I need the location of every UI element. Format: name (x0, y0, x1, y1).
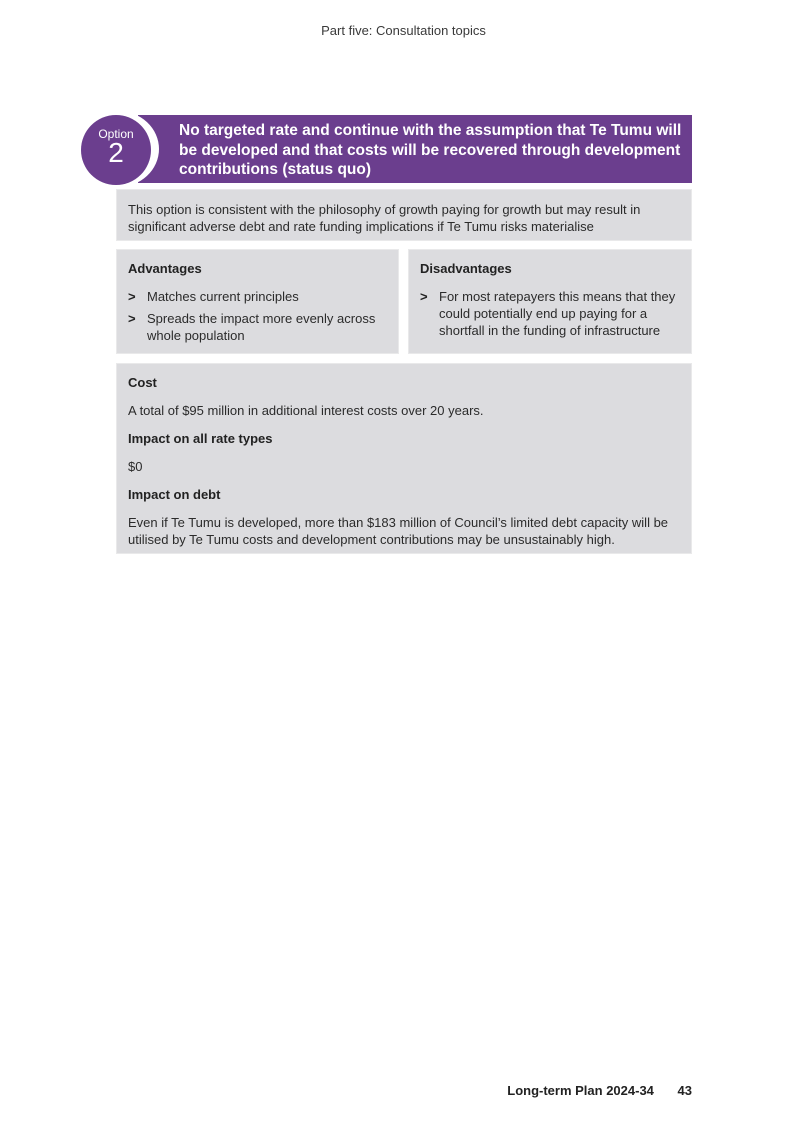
disadvantages-heading: Disadvantages (420, 261, 512, 276)
advantages-panel (116, 249, 399, 354)
document-title: Long-term Plan 2024-34 (507, 1083, 654, 1098)
chevron-right-icon: > (128, 289, 136, 304)
disadvantages-list (420, 288, 680, 339)
advantages-list (128, 288, 387, 344)
list-item-text: For most ratepayers this means that they could potentially end up paying for a shortfall in the funding of infrastructure (439, 289, 676, 338)
option-label: Option (98, 127, 134, 141)
list-item-text: Spreads the impact more evenly across whole population (147, 311, 376, 343)
cost-heading: Cost (128, 375, 157, 390)
list-item (128, 310, 387, 344)
list-item (420, 288, 680, 339)
cost-text: A total of $95 million in additional interest costs over 20 years. (128, 403, 484, 418)
page-number: 43 (677, 1083, 692, 1098)
running-head: Part five: Consultation topics (321, 23, 486, 38)
list-item (128, 288, 387, 305)
disadvantages-panel (408, 249, 692, 354)
debt-impact-heading: Impact on debt (128, 487, 221, 502)
chevron-right-icon: > (128, 311, 136, 326)
chevron-right-icon: > (420, 289, 428, 304)
debt-impact-text: Even if Te Tumu is developed, more than $183 million of Council’s limited debt capacity will be utilised by Te Tumu costs and development contributions may be unsustainably high. (128, 515, 669, 547)
option-summary: This option is consistent with the philosophy of growth paying for growth but may result in significant adverse debt and rate funding implications if Te Tumu risks materialise (116, 189, 692, 241)
option-title: No targeted rate and continue with the assumption that Te Tumu will be developed and that costs will be recovered through development contributions (status quo) (179, 122, 682, 178)
rates-impact-text: $0 (128, 459, 143, 474)
option-badge (81, 115, 151, 185)
page-footer (507, 1083, 692, 1098)
list-item-text: Matches current principles (147, 289, 299, 304)
advantages-heading: Advantages (128, 261, 202, 276)
rates-impact-heading: Impact on all rate types (128, 431, 273, 446)
cost-impact-panel (116, 363, 692, 554)
option-number: 2 (108, 137, 124, 168)
